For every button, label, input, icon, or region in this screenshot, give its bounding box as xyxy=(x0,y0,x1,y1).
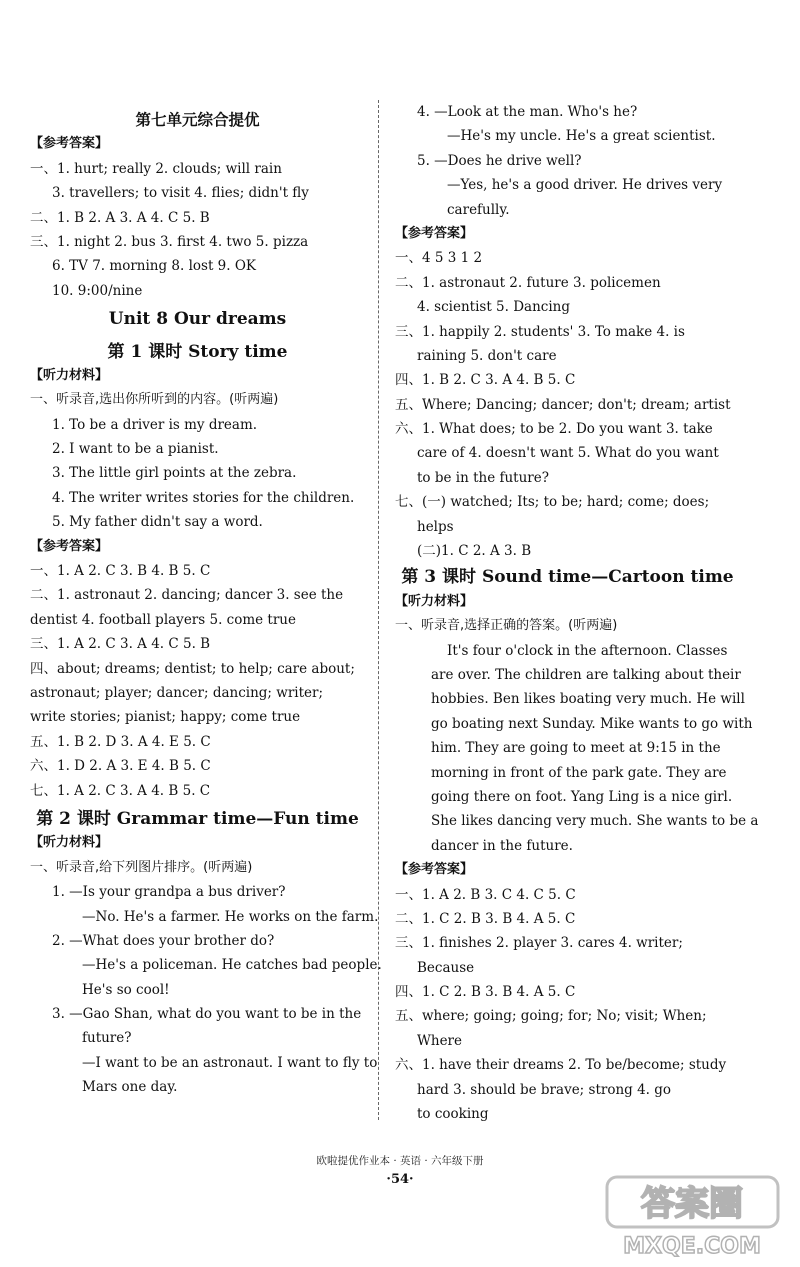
answer-line: 6. TV 7. morning 8. lost 9. OK xyxy=(52,258,256,275)
answer-line: 3. travellers; to visit 4. flies; didn't fly xyxy=(52,185,309,202)
answer-label: 【参考答案】 xyxy=(30,136,109,152)
answer-line: 四、1. B 2. C 3. A 4. B 5. C xyxy=(395,372,576,389)
lesson3-title: 第 3 课时 Sound time—Cartoon time xyxy=(401,567,734,588)
watermark-text-bottom: MXQE.COM xyxy=(623,1234,761,1259)
passage-line: morning in front of the park gate. They are xyxy=(431,764,727,781)
dialogue-line: 3. —Gao Shan, what do you want to be in the xyxy=(52,1006,362,1023)
answer-line: Where xyxy=(417,1032,463,1049)
answer-line: 三、1. happily 2. students' 3. To make 4. is xyxy=(395,323,685,340)
answer-line: 一、4 5 3 1 2 xyxy=(395,250,483,267)
passage-line: going there on foot. Yang Ling is a nice girl. xyxy=(431,788,733,805)
dialogue-line: —He's a policeman. He catches bad people. xyxy=(82,957,382,974)
listening-label: 【听力材料】 xyxy=(395,593,474,609)
dialogue-line: —I want to be an astronaut. I want to fly to xyxy=(82,1054,378,1071)
answer-line: 三、1. finishes 2. player 3. cares 4. writer; xyxy=(395,935,683,952)
answer-label: 【参考答案】 xyxy=(30,538,109,554)
answer-line: to cooking xyxy=(417,1106,489,1123)
passage-line: are over. The children are talking about their xyxy=(431,666,741,683)
unit8-title: Unit 8 Our dreams xyxy=(108,309,287,330)
answer-line: 10. 9:00/nine xyxy=(52,282,143,299)
dialogue-line: —Yes, he's a good driver. He drives very xyxy=(447,177,723,194)
right-column xyxy=(395,100,759,1126)
answer-label: 【参考答案】 xyxy=(395,862,474,878)
page-number: ·54· xyxy=(386,1172,414,1187)
answer-line: 七、(一) watched; Its; to be; hard; come; does; xyxy=(395,494,710,511)
footer-book-title: 欧啦提优作业本 · 英语 · 六年级下册 xyxy=(316,1155,484,1167)
listening-instruction: 一、听录音,给下列图片排序。(听两遍) xyxy=(30,859,253,875)
answer-line: raining 5. don't care xyxy=(417,347,557,364)
passage-line: She likes dancing very much. She wants to be a xyxy=(431,813,759,830)
unit7-title: 第七单元综合提优 xyxy=(135,110,260,129)
listening-instruction: 一、听录音,选出你所听到的内容。(听两遍) xyxy=(30,392,279,408)
passage-line: go boating next Sunday. Mike wants to go with xyxy=(431,715,753,732)
answer-line: 三、1. night 2. bus 3. first 4. two 5. pizza xyxy=(30,233,309,250)
answer-line: 七、1. A 2. C 3. A 4. B 5. C xyxy=(30,782,211,799)
answer-line: 五、where; going; going; for; No; visit; When; xyxy=(395,1008,707,1025)
answer-line: dentist 4. football players 5. come true xyxy=(30,611,296,628)
dialogue-line: —He's my uncle. He's a great scientist. xyxy=(447,128,716,145)
answer-line: 六、1. What does; to be 2. Do you want 3. take xyxy=(395,421,713,438)
answer-line: 一、1. A 2. B 3. C 4. C 5. C xyxy=(395,886,576,903)
answer-line: 二、1. C 2. B 3. B 4. A 5. C xyxy=(395,910,576,927)
answer-line: to be in the future? xyxy=(417,469,549,486)
answer-line: write stories; pianist; happy; come true xyxy=(30,709,301,726)
answer-line: (二)1. C 2. A 3. B xyxy=(417,543,532,560)
listening-sentence: 2. I want to be a pianist. xyxy=(52,441,219,458)
watermark-text-top: 答案圈 xyxy=(641,1184,743,1224)
answer-line: 六、1. D 2. A 3. E 4. B 5. C xyxy=(30,758,211,775)
listening-label: 【听力材料】 xyxy=(30,835,109,851)
answer-line: care of 4. doesn't want 5. What do you want xyxy=(417,445,719,462)
answer-line: 五、Where; Dancing; dancer; don't; dream; artist xyxy=(395,396,731,413)
dialogue-line: 4. —Look at the man. Who's he? xyxy=(417,104,638,120)
answer-label: 【参考答案】 xyxy=(395,225,474,241)
listening-instruction: 一、听录音,选择正确的答案。(听两遍) xyxy=(395,618,618,634)
lesson1-title: 第 1 课时 Story time xyxy=(107,341,288,362)
dialogue-line: 2. —What does your brother do? xyxy=(52,932,275,949)
passage-line: dancer in the future. xyxy=(431,837,573,854)
answer-line: 二、1. B 2. A 3. A 4. C 5. B xyxy=(30,209,210,226)
answer-line: astronaut; player; dancer; dancing; writer; xyxy=(30,684,324,701)
passage-line: him. They are going to meet at 9:15 in the xyxy=(431,740,721,757)
listening-sentence: 4. The writer writes stories for the children. xyxy=(52,489,355,506)
listening-sentence: 5. My father didn't say a word. xyxy=(52,514,263,531)
dialogue-line: He's so cool! xyxy=(82,981,170,998)
passage-line: It's four o'clock in the afternoon. Classes xyxy=(447,642,728,659)
answer-line: Because xyxy=(417,959,475,976)
left-column xyxy=(30,100,382,1100)
answer-line: 五、1. B 2. D 3. A 4. E 5. C xyxy=(30,733,211,750)
answer-line: 三、1. A 2. C 3. A 4. C 5. B xyxy=(30,636,211,653)
answer-line: 二、1. astronaut 2. future 3. policemen xyxy=(395,274,661,291)
dialogue-line: Mars one day. xyxy=(82,1079,178,1096)
lesson2-title: 第 2 课时 Grammar time—Fun time xyxy=(36,808,359,829)
dialogue-line: 5. —Does he drive well? xyxy=(417,152,582,169)
listening-sentence: 1. To be a driver is my dream. xyxy=(52,416,258,433)
answer-line: 四、about; dreams; dentist; to help; care about; xyxy=(30,660,355,677)
passage-line: hobbies. Ben likes boating very much. He will xyxy=(431,691,745,708)
dialogue-line: 1. —Is your grandpa a bus driver? xyxy=(52,884,286,901)
answer-line: 一、1. A 2. C 3. B 4. B 5. C xyxy=(30,563,211,580)
dialogue-line: —No. He's a farmer. He works on the farm. xyxy=(82,908,379,925)
answer-line: 六、1. have their dreams 2. To be/become; study xyxy=(395,1057,727,1074)
answer-line: 4. scientist 5. Dancing xyxy=(417,299,571,316)
watermark-logo xyxy=(605,1175,780,1260)
answer-line: 一、1. hurt; really 2. clouds; will rain xyxy=(30,160,282,177)
listening-sentence: 3. The little girl points at the zebra. xyxy=(52,465,297,482)
answer-line: helps xyxy=(417,518,454,535)
listening-label: 【听力材料】 xyxy=(30,367,109,383)
answer-line: 二、1. astronaut 2. dancing; dancer 3. see the xyxy=(30,587,344,604)
dialogue-line: future? xyxy=(82,1030,132,1047)
answer-line: 四、1. C 2. B 3. B 4. A 5. C xyxy=(395,984,576,1001)
dialogue-line: carefully. xyxy=(447,201,510,218)
answer-line: hard 3. should be brave; strong 4. go xyxy=(417,1081,672,1098)
